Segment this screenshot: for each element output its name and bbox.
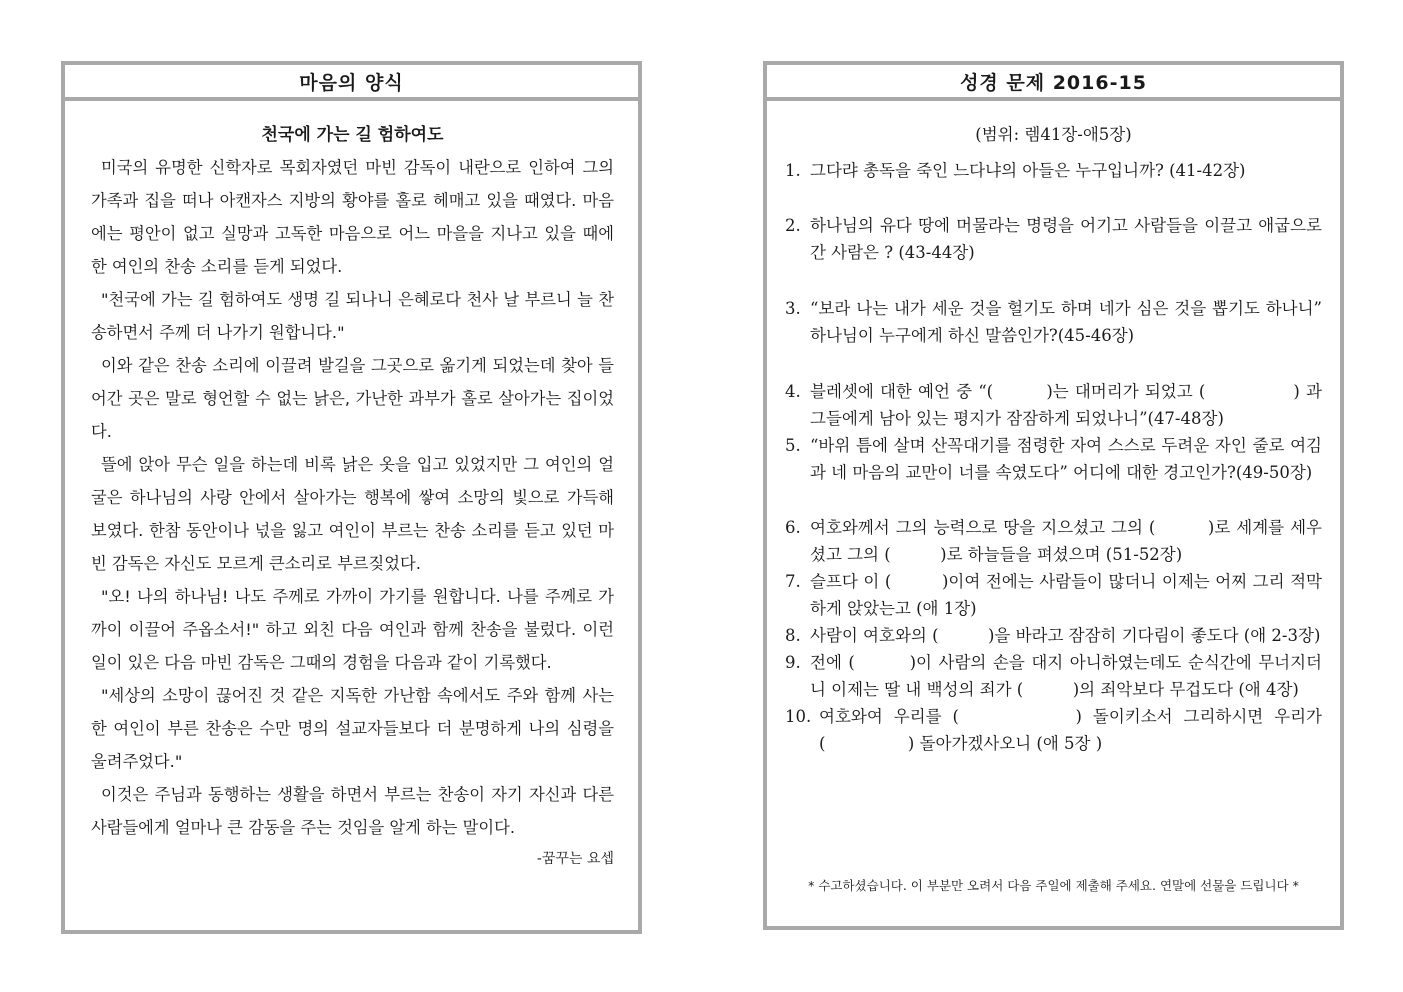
- quiz-question-4: [785, 378, 1322, 432]
- question-number: 3.: [785, 299, 801, 318]
- article-paragraph-2: "천국에 가는 길 험하여도 생명 길 되나니 은혜로다 천사 날 부르니 늘 찬송하면서 주께 더 나가기 원합니다.": [91, 290, 614, 342]
- question-number: 2.: [785, 216, 801, 235]
- article-paragraph-1: 미국의 유명한 신학자로 목회자였던 마빈 감독이 내란으로 인하여 그의 가족과 집을 떠나 아캔자스 지방의 황야를 홀로 헤매고 있을 때였다. 마음에는 평안이 없고 실망과 고독한 마음으로 어느 마을을 지나고 있을 때에 한 여인의 찬송 소리를 듣게 되었다.: [91, 158, 614, 276]
- question-text: 여호와께서 그의 능력으로 땅을 지으셨고 그의 ( )로 세계를 세우셨고 그의 ( )로 하늘들을 펴셨으며 (51-52장): [810, 518, 1322, 564]
- submission-note: * 수고하셨습니다. 이 부분만 오려서 다음 주일에 제출해 주세요. 연말에 선물을 드립니다 *: [808, 878, 1299, 893]
- question-number: 5.: [785, 436, 801, 455]
- question-text: 사람이 여호와의 ( )을 바라고 잠잠히 기다림이 좋도다 (애 2-3장): [810, 626, 1321, 645]
- quiz-question-7: [785, 568, 1322, 622]
- question-number: 4.: [785, 382, 801, 401]
- question-text: “보라 나는 내가 세운 것을 헐기도 하며 네가 심은 것을 뽑기도 하나니” 하나님이 누구에게 하신 말씀인가?(45-46장): [810, 299, 1322, 345]
- question-number: 7.: [785, 572, 801, 591]
- left-panel-header: 마음의 양식: [65, 65, 638, 101]
- article-paragraph-6: "세상의 소망이 끊어진 것 같은 지독한 가난함 속에서도 주와 함께 사는 한 여인이 부른 찬송은 수만 명의 설교자들보다 더 분명하게 나의 심령을 울려주었다.": [91, 686, 614, 771]
- article-paragraph-4: 뜰에 앉아 무슨 일을 하는데 비록 낡은 옷을 입고 있었지만 그 여인의 얼굴은 하나님의 사랑 안에서 살아가는 행복에 쌓여 소망의 빛으로 가득해 보였다. 한참 동안이나 넋을 잃고 여인이 부르는 찬송 소리를 듣고 있던 마빈 감독은 자신도 모르게 큰소리로 부르짖었다.: [91, 455, 614, 573]
- question-text: 그다랴 총독을 죽인 느다냐의 아들은 누구입니까? (41-42장): [810, 161, 1246, 180]
- article: [65, 101, 638, 874]
- question-number: 8.: [785, 626, 801, 645]
- quiz-question-6: [785, 514, 1322, 568]
- quiz-question-1: [785, 157, 1322, 184]
- right-panel: [763, 61, 1344, 930]
- quiz-question-3: [785, 295, 1322, 349]
- quiz-question-9: [785, 649, 1322, 703]
- quiz-question-2: [785, 212, 1322, 266]
- question-text: 하나님의 유다 땅에 머물라는 명령을 어기고 사람들을 이끌고 애굽으로 간 사람은 ? (43-44장): [810, 216, 1322, 262]
- question-number: 1.: [785, 161, 801, 180]
- quiz: [767, 101, 1340, 893]
- question-text: 여호와여 우리를 ( ) 돌이키소서 그리하시면 우리가 ( ) 돌아가겠사오니 (애 5장 ): [819, 707, 1322, 753]
- question-number: 10.: [785, 707, 812, 726]
- question-text: “바위 틈에 살며 산꼭대기를 점령한 자여 스스로 두려운 자인 줄로 여김과 네 마음의 교만이 너를 속였도다” 어디에 대한 경고인가?(49-50장): [810, 436, 1322, 482]
- question-text: 블레셋에 대한 예언 중 “( )는 대머리가 되었고 ( ) 과 그들에게 남아 있는 평지가 잠잠하게 되었나니”(47-48장): [810, 382, 1322, 428]
- article-source: -꿈꾸는 요셉: [536, 851, 614, 867]
- quiz-question-5: [785, 432, 1322, 486]
- quiz-question-8: [785, 622, 1322, 649]
- question-text: 전에 ( )이 사람의 손을 대지 아니하였는데도 순식간에 무너지더니 이제는 딸 내 백성의 죄가 ( )의 죄악보다 무겁도다 (애 4장): [810, 653, 1322, 699]
- article-paragraph-5: "오! 나의 하나님! 나도 주께로 가까이 가기를 원합니다. 나를 주께로 가까이 이끌어 주옵소서!" 하고 외친 다음 여인과 함께 찬송을 불렀다. 이런 일이 있은 다음 마빈 감독은 그때의 경험을 다음과 같이 기록했다.: [91, 587, 614, 672]
- quiz-range: (범위: 렘41장-애5장): [975, 125, 1132, 144]
- article-paragraph-3: 이와 같은 찬송 소리에 이끌려 발길을 그곳으로 옮기게 되었는데 찾아 들어간 곳은 말로 형언할 수 없는 낡은, 가난한 과부가 홀로 살아가는 집이었다.: [91, 356, 614, 441]
- left-panel: [61, 61, 642, 934]
- right-panel-header: 성경 문제 2016-15: [767, 65, 1340, 101]
- question-number: 9.: [785, 653, 801, 672]
- question-number: 6.: [785, 518, 801, 537]
- quiz-question-10: [785, 703, 1322, 757]
- article-paragraph-7: 이것은 주님과 동행하는 생활을 하면서 부르는 찬송이 자기 자신과 다른 사람들에게 얼마나 큰 감동을 주는 것임을 알게 하는 말이다.: [91, 785, 614, 837]
- question-text: 슬프다 이 ( )이여 전에는 사람들이 많더니 이제는 어찌 그리 적막하게 앉았는고 (애 1장): [810, 572, 1322, 618]
- article-title: 천국에 가는 길 험하여도: [261, 125, 444, 145]
